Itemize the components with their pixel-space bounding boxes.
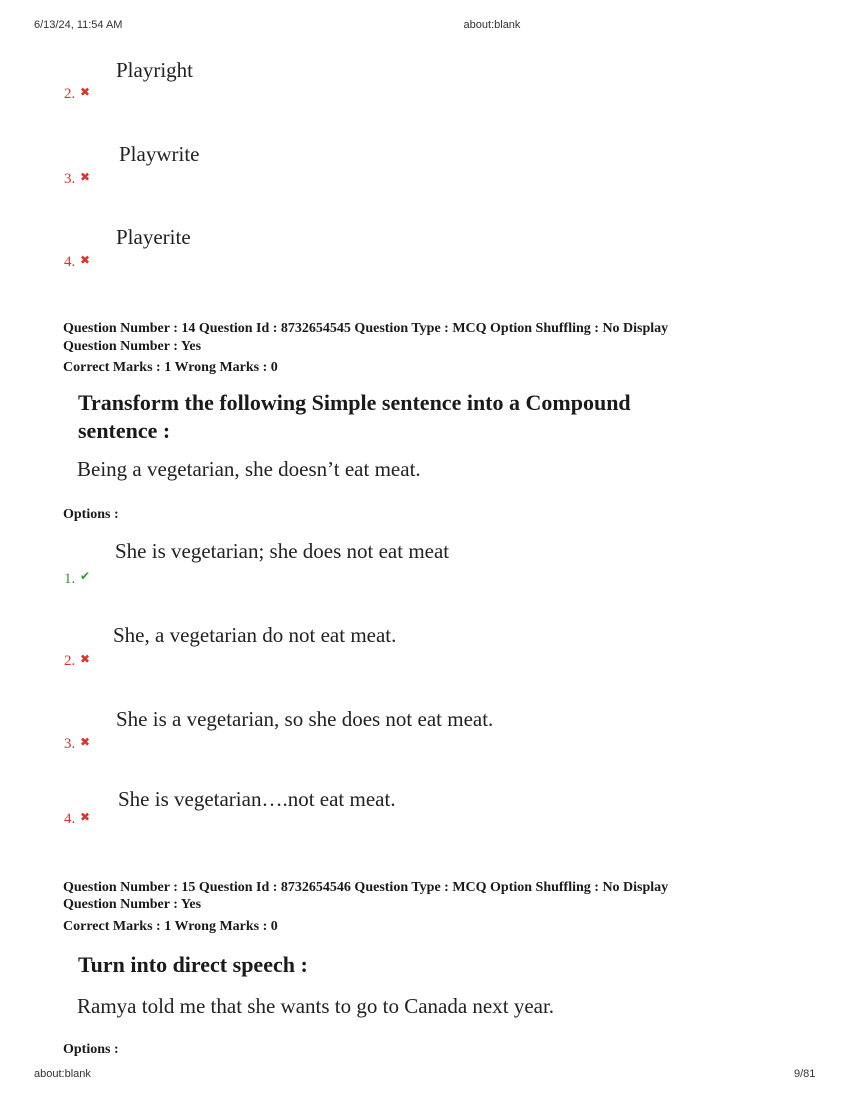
wrong-cross-icon: ✖	[80, 652, 91, 666]
option-number: 2.	[64, 653, 76, 669]
wrong-cross-icon: ✖	[80, 253, 91, 267]
option-text: Playerite	[116, 225, 191, 249]
option-text: She is a vegetarian, so she does not eat meat.	[116, 707, 494, 731]
q14-title-line2: sentence :	[78, 418, 171, 443]
option-text: She is vegetarian; she does not eat meat	[115, 539, 450, 563]
option-text: She, a vegetarian do not eat meat.	[113, 623, 397, 647]
q14-title-line1: Transform the following Simple sentence into a Compound	[78, 390, 631, 415]
q15-meta-line2: Question Number : Yes	[63, 897, 202, 912]
correct-check-icon: ✔	[80, 569, 91, 583]
q14-meta-line1: Question Number : 14 Question Id : 8732654545 Question Type : MCQ Option Shuffling : No Display	[63, 321, 669, 336]
wrong-cross-icon: ✖	[80, 85, 91, 99]
q14-options-label: Options :	[63, 507, 119, 522]
q15-question-title: Turn into direct speech :	[78, 952, 308, 977]
wrong-cross-icon: ✖	[80, 810, 91, 824]
q15-meta-line1: Question Number : 15 Question Id : 8732654546 Question Type : MCQ Option Shuffling : No Display	[63, 880, 669, 895]
q15-options-label: Options :	[63, 1042, 119, 1057]
option-text: Playwrite	[119, 142, 200, 166]
option-text: She is vegetarian….not eat meat.	[118, 787, 396, 811]
q14-meta-line2: Question Number : Yes	[63, 339, 202, 354]
option-text: Playright	[116, 58, 193, 82]
q14-marks: Correct Marks : 1 Wrong Marks : 0	[63, 360, 278, 375]
wrong-cross-icon: ✖	[80, 735, 91, 749]
print-page-count: 9/81	[794, 1068, 816, 1080]
option-number: 4.	[64, 811, 76, 827]
q14-question-title	[78, 389, 631, 445]
print-datetime: 6/13/24, 11:54 AM	[34, 19, 123, 31]
option-number: 3.	[64, 171, 76, 187]
option-number: 1.	[64, 571, 76, 587]
print-page-title: about:blank	[463, 19, 521, 31]
option-number: 2.	[64, 86, 76, 102]
print-footer-url: about:blank	[34, 1068, 91, 1080]
q15-marks: Correct Marks : 1 Wrong Marks : 0	[63, 919, 278, 934]
option-number: 3.	[64, 736, 76, 752]
q14-question-body: Being a vegetarian, she doesn’t eat meat.	[77, 457, 421, 481]
option-number: 4.	[64, 254, 76, 270]
wrong-cross-icon: ✖	[80, 170, 91, 184]
q15-question-body: Ramya told me that she wants to go to Canada next year.	[77, 994, 555, 1018]
